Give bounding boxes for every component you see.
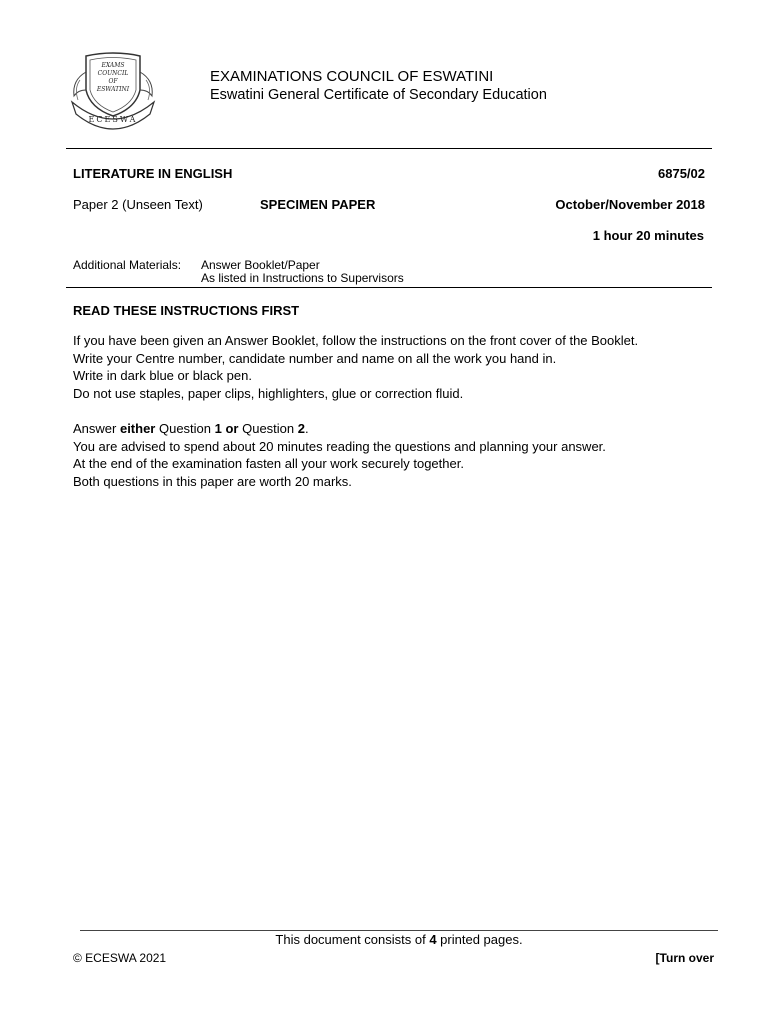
eceswa-crest-logo bbox=[66, 50, 160, 132]
paper-code: 6875/02 bbox=[658, 166, 705, 181]
text-run: Question bbox=[238, 421, 298, 436]
middle-divider bbox=[66, 287, 712, 288]
org-subtitle: Eswatini General Certificate of Secondary Education bbox=[210, 87, 547, 103]
additional-material-item: Answer Booklet/Paper bbox=[201, 258, 320, 272]
instruction-line: Write your Centre number, candidate number and name on all the work you hand in. bbox=[73, 350, 557, 366]
instruction-line: If you have been given an Answer Booklet, follow the instructions on the front cover of the Booklet. bbox=[73, 333, 639, 348]
emphasis-either: either bbox=[119, 421, 156, 436]
instruction-line: Both questions in this paper are worth 20 marks. bbox=[73, 473, 352, 489]
top-divider bbox=[66, 148, 712, 149]
instructions-heading: READ THESE INSTRUCTIONS FIRST bbox=[73, 303, 300, 318]
org-title: EXAMINATIONS COUNCIL OF ESWATINI bbox=[210, 68, 494, 85]
instruction-line: Write in dark blue or black pen. bbox=[73, 368, 252, 383]
crest-text-line: ESWATINI bbox=[96, 86, 130, 93]
exam-session: October/November 2018 bbox=[555, 197, 705, 212]
page-count-note bbox=[0, 932, 768, 947]
crest-text-line: COUNCIL bbox=[97, 70, 129, 77]
exam-duration: 1 hour 20 minutes bbox=[592, 228, 704, 243]
text-run: printed pages. bbox=[436, 932, 523, 947]
instruction-line: At the end of the examination fasten all your work securely together. bbox=[73, 456, 464, 471]
turn-over-label: [Turn over bbox=[655, 951, 714, 965]
answer-instruction-line bbox=[73, 420, 606, 438]
text-run: . bbox=[304, 421, 309, 436]
instruction-line: Do not use staples, paper clips, highlighters, glue or correction fluid. bbox=[73, 385, 464, 401]
copyright: © ECESWA 2021 bbox=[73, 951, 167, 965]
emphasis-question-2: 2 bbox=[297, 421, 305, 436]
instruction-line: You are advised to spend about 20 minutes reading the questions and planning your answer. bbox=[73, 438, 606, 454]
emphasis-question-1: 1 or bbox=[214, 421, 239, 436]
text-run: This document consists of bbox=[275, 932, 430, 947]
text-run: Answer bbox=[73, 421, 120, 436]
crest-text-line: EXAMS bbox=[101, 62, 125, 69]
specimen-label: SPECIMEN PAPER bbox=[260, 197, 376, 212]
instructions-block-1 bbox=[73, 332, 638, 402]
crest-shield-icon bbox=[66, 50, 160, 132]
subject-title: LITERATURE IN ENGLISH bbox=[73, 166, 233, 181]
footer-divider bbox=[80, 930, 718, 931]
text-run: Question bbox=[155, 421, 215, 436]
instructions-block-2 bbox=[73, 420, 606, 490]
crest-banner-text: ECESWA bbox=[88, 115, 138, 124]
page-count: 4 bbox=[429, 932, 437, 947]
paper-name: Paper 2 (Unseen Text) bbox=[73, 197, 203, 212]
additional-material-item: As listed in Instructions to Supervisors bbox=[201, 271, 404, 285]
crest-text-line: OF bbox=[108, 78, 118, 85]
additional-materials-label: Additional Materials: bbox=[73, 258, 182, 272]
